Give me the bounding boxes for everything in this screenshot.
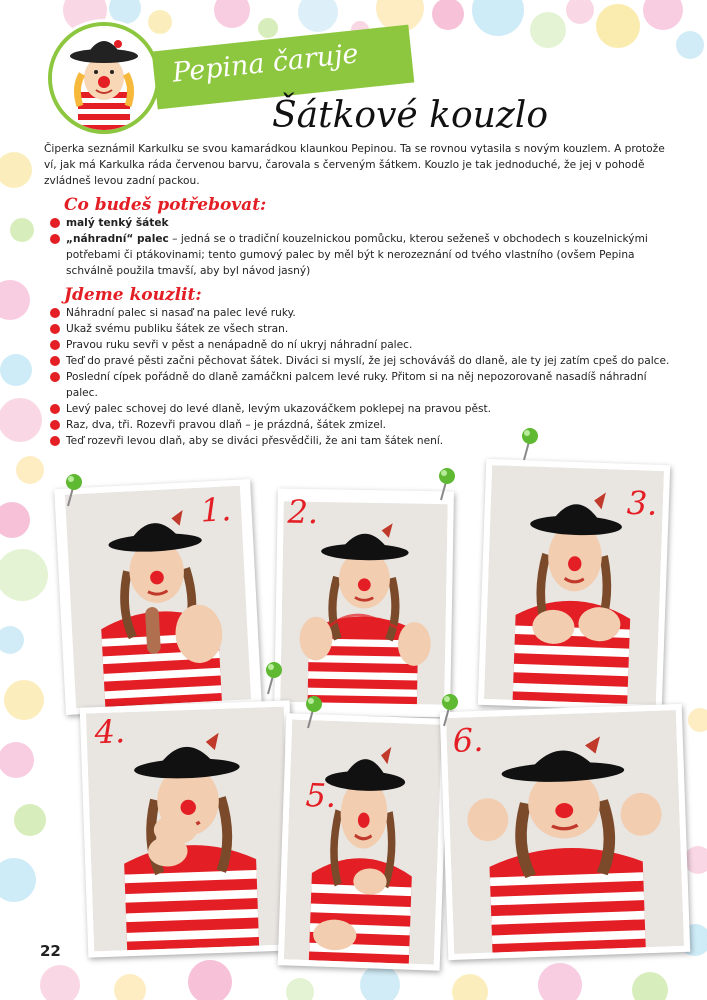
step-number: 6. [452,720,484,760]
step-item: Pravou ruku sevři v pěst a nenápadně do ní ukryj náhradní palec. [44,337,674,353]
list-item [44,215,674,231]
clown-photo-image [284,719,442,964]
steps-heading: Jdeme kouzlit: [64,285,202,305]
item-name: malý tenký šátek [66,217,169,229]
list-item [44,231,674,279]
pushpin-icon [520,426,544,462]
page-header [0,0,707,140]
banner-label: Pepina čaruje [170,38,360,89]
step-number: 4. [93,712,126,752]
clown-logo-badge [48,22,160,134]
intro-paragraph: Čiperka seznámil Karkulku se svou kamarádkou klaunkou Pepinou. Ta se rovnou vytasila s novým kouzlem. A protože ví, jak má Karkulka ráda červenou barvu, čarovala s červeným šátkem. Kouzlo je tak jednoduché, že jej v pohodě zvládneš levou zadní packou. [44,143,665,187]
step-item: Teď rozevři levou dlaň, aby se diváci přesvědčili, že ani tam šátek není. [44,433,674,449]
step-item: Poslední cípek pořádně do dlaně zamáčkni palcem levé ruky. Přitom si na něj nepozorovaně nasadíš náhradní palec. [44,369,674,401]
clown-icon [52,26,156,130]
step-number: 2. [287,492,319,532]
step-number: 1. [199,490,233,530]
page-number: 22 [40,942,61,960]
photo-step-3 [478,459,670,711]
photo-step-4 [80,700,299,957]
pushpin-icon [304,694,328,730]
needs-list [44,215,674,279]
step-item: Raz, dva, tři. Rozevři pravou dlaň – je prázdná, šátek zmizel. [44,417,674,433]
step-item: Ukaž svému publiku šátek ze všech stran. [44,321,674,337]
item-description: – jedná se o tradiční kouzelnickou pomůcku, kterou seženeš v obchodech s kouzelnickými potřebami či ptákovinami; tento gumový palec by měl být k nerozeznání od tvého vlastního (ovšem Pepina schválně použila tmavší, aby byl návod jasný) [66,233,648,277]
step-number: 5. [304,775,337,816]
photo-step-2 [274,488,454,717]
pushpin-icon [437,466,461,502]
step-item: Teď do pravé pěsti začni pěchovat šátek. Diváci si myslí, že jej schováváš do dlaně, ale ty jej zatím cpeš do palce. [44,353,674,369]
step-number: 3. [626,483,659,523]
needs-heading: Co budeš potřebovat: [64,195,267,215]
photo-step-5 [278,713,449,971]
photo-step-1 [54,479,262,715]
pushpin-icon [64,472,88,508]
article-body [44,141,674,449]
pushpin-icon [440,692,464,728]
step-item: Levý palec schovej do levé dlaně, levým ukazováčkem poklepej na pravou pěst. [44,401,674,417]
item-name: „náhradní“ palec [66,233,169,245]
step-item: Náhradní palec si nasaď na palec levé ruky. [44,305,674,321]
photo-step-6 [440,704,691,960]
page-title: Šátkové kouzlo [272,95,548,136]
steps-list [44,305,674,449]
pushpin-icon [264,660,288,696]
